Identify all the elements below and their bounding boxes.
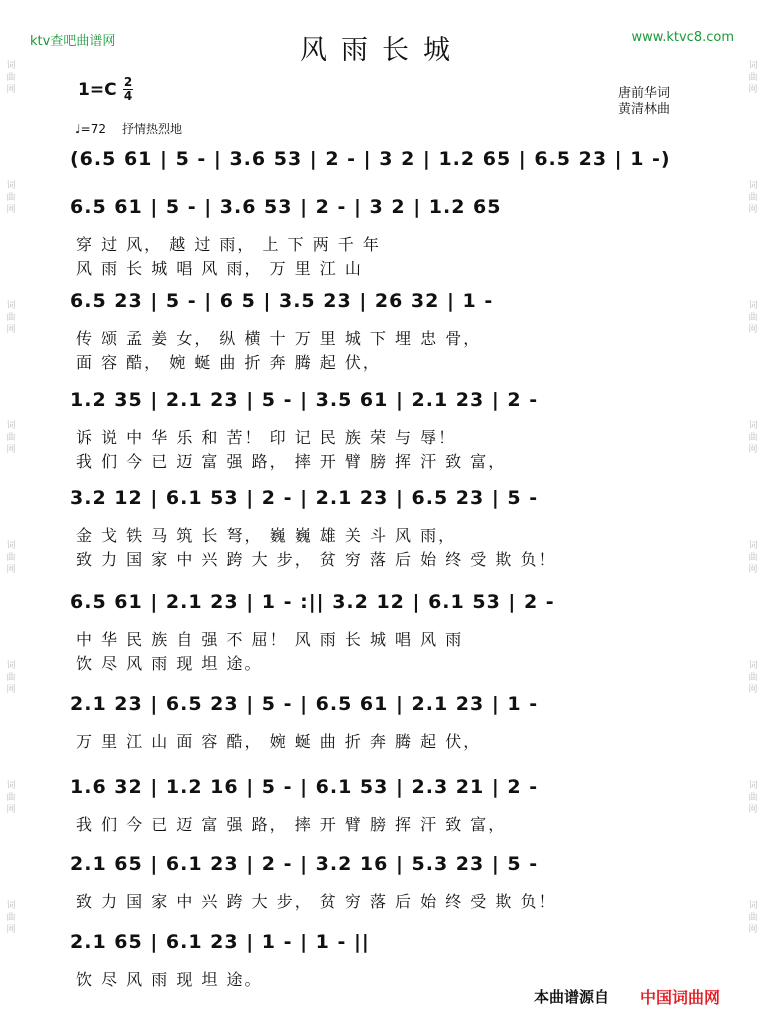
notation-row: 3.2 12 | 6.1 53 | 2 - | 2.1 23 | 6.5 23 | 5 -: [70, 487, 539, 509]
notation-row: 1.6 32 | 1.2 16 | 5 - | 6.1 53 | 2.3 21 | 2 -: [70, 776, 539, 798]
notation-row: (6.5 61 | 5 - | 3.6 53 | 2 - | 3 2 | 1.2 65 | 6.5 23 | 1 -): [70, 148, 671, 170]
lyrics-row: 致 力 国 家 中 兴 跨 大 步， 贫 穷 落 后 始 终 受 欺 负！: [76, 550, 557, 569]
lyrics-row: 饮 尽 风 雨 现 坦 途。: [76, 970, 263, 989]
watermark-text: 词 曲 网: [6, 541, 16, 575]
watermark-text: 词 曲 网: [748, 781, 758, 815]
lyrics-row: 穿 过 风， 越 过 雨， 上 下 两 千 年: [76, 235, 381, 254]
site-name-left[interactable]: ktv查吧曲谱网: [30, 34, 116, 49]
time-signature-bottom: 4: [123, 89, 133, 103]
tempo-description: 抒情热烈地: [121, 122, 182, 136]
lyrics-row: 诉 说 中 华 乐 和 苦！ 印 记 民 族 荣 与 辱！: [76, 428, 457, 447]
notation-row: 6.5 61 | 2.1 23 | 1 - :|| 3.2 12 | 6.1 53 | 2 -: [70, 591, 555, 613]
song-title: 风雨长城: [300, 35, 464, 66]
watermark-text: 词 曲 网: [748, 61, 758, 95]
notation-row: 2.1 65 | 6.1 23 | 1 - | 1 - ||: [70, 931, 370, 953]
watermark-text: 词 曲 网: [748, 301, 758, 335]
notation-row: 1.2 35 | 2.1 23 | 5 - | 3.5 61 | 2.1 23 | 2 -: [70, 389, 539, 411]
notation-row: 6.5 61 | 5 - | 3.6 53 | 2 - | 3 2 | 1.2 65: [70, 196, 502, 218]
notation-row: 2.1 65 | 6.1 23 | 2 - | 3.2 16 | 5.3 23 | 5 -: [70, 853, 539, 875]
watermark-text: 词 曲 网: [748, 421, 758, 455]
lyricist: 唐前华词: [618, 86, 671, 101]
lyrics-row: 我 们 今 已 迈 富 强 路， 摔 开 臂 膀 挥 汗 致 富，: [76, 452, 507, 471]
lyrics-row: 面 容 酷， 婉 蜒 曲 折 奔 腾 起 伏，: [76, 353, 381, 372]
lyrics-row: 金 戈 铁 马 筑 长 弩， 巍 巍 雄 关 斗 风 雨，: [76, 526, 457, 545]
composer: 黄清林曲: [618, 102, 671, 117]
lyrics-row: 我 们 今 已 迈 富 强 路， 摔 开 臂 膀 挥 汗 致 富，: [76, 815, 507, 834]
watermark-text: 词 曲 网: [6, 781, 16, 815]
lyrics-row: 中 华 民 族 自 强 不 屈！ 风 雨 长 城 唱 风 雨: [76, 630, 464, 649]
watermark-text: 词 曲 网: [748, 901, 758, 935]
watermark-text: 词 曲 网: [6, 661, 16, 695]
lyrics-row: 风 雨 长 城 唱 风 雨， 万 里 江 山: [76, 259, 363, 278]
tempo-value: ♩=72: [75, 122, 106, 136]
watermark-text: 词 曲 网: [6, 901, 16, 935]
watermark-text: 词 曲 网: [748, 661, 758, 695]
source-site-logo[interactable]: 中国词曲网: [640, 988, 721, 1007]
watermark-text: 词 曲 网: [6, 421, 16, 455]
watermark-text: 词 曲 网: [748, 541, 758, 575]
lyrics-row: 致 力 国 家 中 兴 跨 大 步， 贫 穷 落 后 始 终 受 欺 负！: [76, 892, 557, 911]
watermark-text: 词 曲 网: [6, 181, 16, 215]
watermark-text: 词 曲 网: [6, 61, 16, 95]
watermark-text: 词 曲 网: [748, 181, 758, 215]
source-label: 本曲谱源自: [534, 988, 610, 1006]
site-url-right[interactable]: www.ktvc8.com: [631, 30, 734, 45]
key-signature: 1=C: [78, 80, 117, 100]
notation-row: 6.5 23 | 5 - | 6 5 | 3.5 23 | 26 32 | 1 -: [70, 290, 494, 312]
lyrics-row: 传 颂 孟 姜 女， 纵 横 十 万 里 城 下 埋 忠 骨，: [76, 329, 482, 348]
notation-row: 2.1 23 | 6.5 23 | 5 - | 6.5 61 | 2.1 23 | 1 -: [70, 693, 539, 715]
lyrics-row: 饮 尽 风 雨 现 坦 途。: [76, 654, 263, 673]
time-signature-top: 2: [123, 75, 133, 89]
watermark-text: 词 曲 网: [6, 301, 16, 335]
lyrics-row: 万 里 江 山 面 容 酷， 婉 蜒 曲 折 奔 腾 起 伏，: [76, 732, 482, 751]
